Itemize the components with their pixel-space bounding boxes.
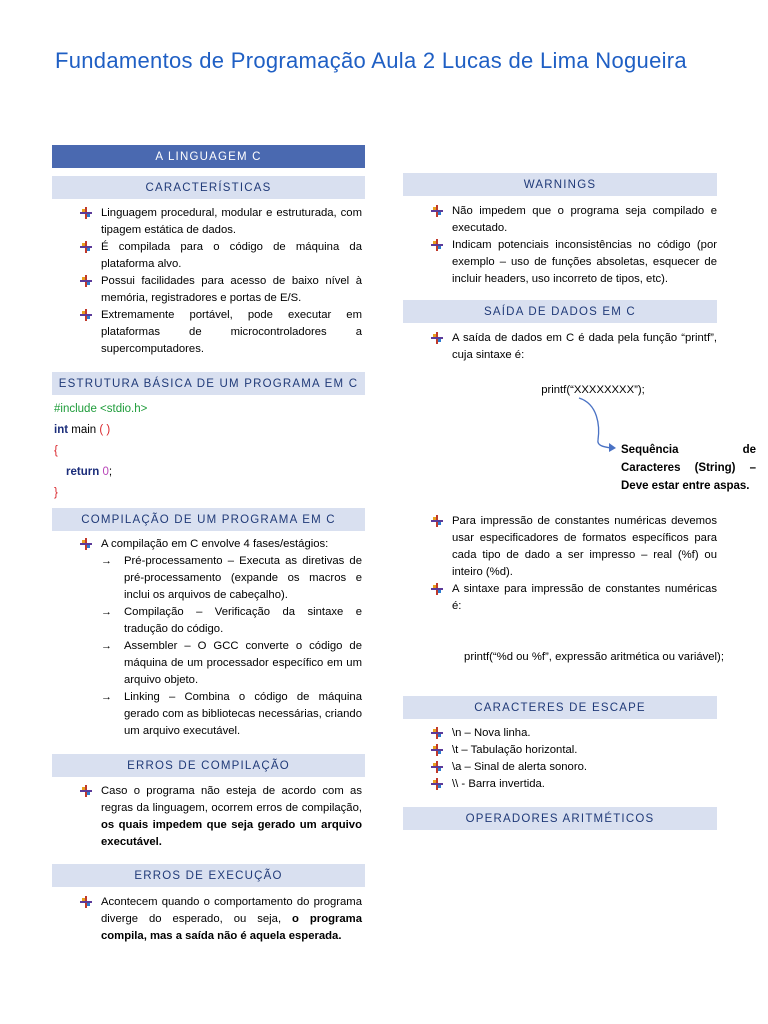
code-line-main: int main ( ) (54, 424, 111, 436)
list-item: Caso o programa não esteja de acordo com as regras da linguagem, ocorrem erros de compilação, os quais impedem que seja gerado um arquivo executável. (52, 783, 362, 851)
curved-arrow-icon (576, 396, 626, 454)
list-item: A saída de dados em C é dada pela função “printf”, cuja sintaxe é: (403, 330, 717, 364)
section-header-caracteristicas: CARACTERÍSTICAS (52, 176, 365, 199)
list-item: É compilada para o código de máquina da plataforma alvo. (52, 239, 362, 273)
code-line-include: #include <stdio.h> (54, 403, 148, 415)
list-item: Para impressão de constantes numéricas devemos usar especificadores de formatos específicos para cada tipo de dado a ser impresso – real (%f) ou inteiro (%d). (403, 513, 717, 581)
erros-compilacao-section (52, 783, 362, 851)
arrow-icon: → (101, 640, 112, 652)
arrow-icon: → (101, 691, 112, 703)
code-block (54, 399, 364, 504)
arrow-icon: → (101, 606, 112, 618)
bullet-icon (431, 332, 443, 344)
list-subitem: → Pré-processamento – Executa as diretivas de pré-processamento (expande os macros e inclui os arquivos de cabeçalho). (101, 555, 362, 601)
erros-execucao-section (52, 894, 362, 945)
list-subitem: → Linking – Combina o código de máquina gerado com as bibliotecas necessárias, criando um arquivo executável. (101, 691, 362, 737)
saida-section-formats (403, 513, 717, 615)
page-title: Fundamentos de Programação Aula 2 Lucas de Lima Nogueira (55, 48, 687, 73)
list-item: A sintaxe para impressão de constantes numéricas é: (403, 581, 717, 615)
list-item: Não impedem que o programa seja compilado e executado. (403, 203, 717, 237)
bullet-icon (80, 785, 92, 797)
bullet-icon (431, 515, 443, 527)
section-header-escape: CARACTERES DE ESCAPE (403, 696, 717, 719)
section-header-linguagem-c: A LINGUAGEM C (52, 145, 365, 168)
list-item: \n – Nova linha. (403, 725, 717, 742)
list-subitem: → Assembler – O GCC converte o código de máquina de um processador específico em um arquivo objeto. (101, 640, 362, 686)
list-item: \t – Tabulação horizontal. (403, 742, 717, 759)
list-item: A compilação em C envolve 4 fases/estágios: (52, 536, 362, 553)
section-header-saida: SAÍDA DE DADOS EM C (403, 300, 717, 323)
list-subitem: → Compilação – Verificação da sintaxe e tradução do código. (101, 606, 362, 635)
list-item: \a – Sinal de alerta sonoro. (403, 759, 717, 776)
list-item: Extremamente portável, pode executar em plataformas de microcontroladores a supercomputadores. (52, 307, 362, 358)
string-note: Sequência de Caracteres (String) – Deve estar entre aspas. (621, 444, 756, 492)
saida-section-intro (403, 330, 717, 364)
bullet-icon (431, 778, 443, 790)
bullet-icon (80, 275, 92, 287)
section-header-warnings: WARNINGS (403, 173, 717, 196)
compilacao-section (52, 536, 362, 740)
bullet-icon (80, 896, 92, 908)
warnings-section (403, 203, 717, 288)
list-item: Possui facilidades para acesso de baixo nível à memória, registradores e portas de E/S. (52, 273, 362, 307)
code-line-return: return 0; (66, 466, 113, 478)
bullet-icon (431, 727, 443, 739)
section-header-erros-compilacao: ERROS DE COMPILAÇÃO (52, 754, 365, 777)
escape-section (403, 725, 717, 793)
bullet-icon (80, 207, 92, 219)
bullet-icon (431, 744, 443, 756)
list-item: Acontecem quando o comportamento do programa diverge do esperado, ou seja, o programa compila, mas a saída não é aquela esperada. (52, 894, 362, 945)
printf-example: printf(“XXXXXXXX”); (541, 384, 645, 396)
caracteristicas-section (52, 205, 362, 358)
section-header-operadores: OPERADORES ARITMÉTICOS (403, 807, 717, 830)
section-header-compilacao: COMPILAÇÃO DE UM PROGRAMA EM C (52, 508, 365, 531)
bullet-icon (80, 538, 92, 550)
printf-syntax: printf(“%d ou %f”, expressão aritmética ou variável); (464, 651, 724, 663)
bullet-icon (431, 583, 443, 595)
list-item: Linguagem procedural, modular e estruturada, com tipagem estática de dados. (52, 205, 362, 239)
arrow-icon: → (101, 555, 112, 567)
list-item: \\ - Barra invertida. (403, 776, 717, 793)
bullet-icon (431, 205, 443, 217)
code-line-close-brace: } (54, 487, 58, 499)
bullet-icon (80, 309, 92, 321)
code-line-open-brace: { (54, 445, 58, 457)
list-item: Indicam potenciais inconsistências no código (por exemplo – uso de funções absoletas, esquecer de incluir headers, uso incorreto de tipos, etc). (403, 237, 717, 288)
section-header-estrutura: ESTRUTURA BÁSICA DE UM PROGRAMA EM C (52, 372, 365, 395)
section-header-erros-execucao: ERROS DE EXECUÇÃO (52, 864, 365, 887)
bullet-icon (431, 239, 443, 251)
bullet-icon (431, 761, 443, 773)
bullet-icon (80, 241, 92, 253)
